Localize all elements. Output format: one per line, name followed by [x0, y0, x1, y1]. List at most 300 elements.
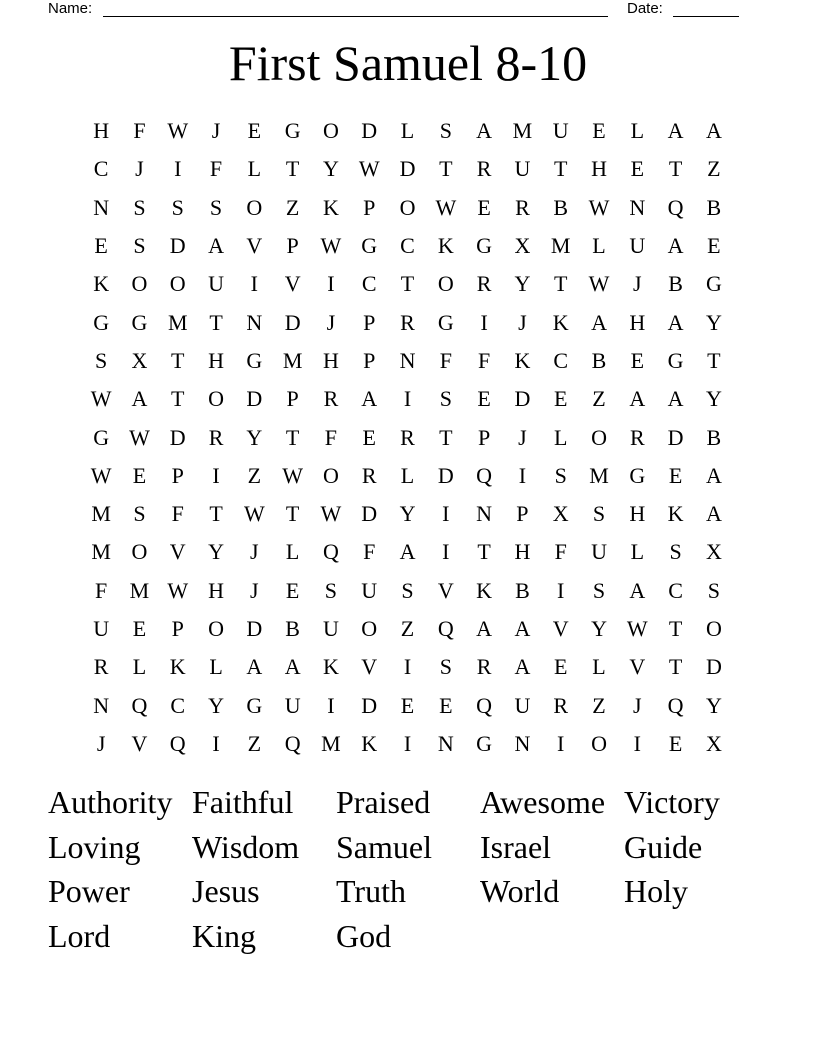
grid-letter: T [209, 309, 223, 335]
grid-letter: W [626, 616, 648, 641]
grid-letter: O [208, 616, 224, 641]
grid-letter: E [477, 194, 491, 220]
grid-letter: D [361, 118, 378, 144]
grid-letter: H [591, 156, 607, 182]
grid-letter: O [361, 616, 378, 641]
grid-letter: K [322, 194, 339, 220]
grid-letter: M [129, 577, 150, 603]
grid-letter: A [667, 233, 684, 259]
grid-letter: S [401, 577, 414, 603]
grid-letter: L [247, 156, 262, 182]
grid-letter: N [399, 347, 416, 373]
word-list-item: World [480, 873, 560, 910]
grid-letter: W [358, 156, 380, 182]
grid-letter: Y [705, 386, 722, 412]
grid-letter: W [282, 462, 304, 488]
grid-letter: F [439, 347, 452, 373]
grid-letter: Y [208, 539, 224, 565]
grid-letter: Z [592, 386, 606, 412]
grid-letter: S [133, 194, 146, 220]
grid-letter: M [321, 730, 341, 756]
grid-letter: Q [476, 692, 493, 718]
word-list-item: Awesome [480, 784, 606, 820]
word-list-item: King [192, 918, 256, 955]
grid-letter: B [591, 347, 607, 373]
word-list-item: Guide [624, 828, 703, 865]
grid-letter: W [435, 194, 457, 220]
word-list-item: Loving [48, 828, 141, 865]
grid-letter: K [169, 654, 186, 680]
grid-letter: R [553, 692, 569, 718]
grid-letter: X [705, 730, 722, 756]
grid-letter: U [514, 692, 531, 718]
grid-letter: K [361, 730, 378, 756]
grid-letter: T [668, 654, 683, 680]
grid-letter: D [361, 501, 378, 527]
grid-letter: C [400, 233, 415, 259]
grid-letter: A [705, 501, 722, 527]
grid-letter: S [439, 654, 452, 680]
word-list-item: Faithful [192, 784, 294, 820]
grid-letter: A [514, 616, 531, 641]
grid-letter: S [171, 194, 184, 220]
grid-letter: K [514, 347, 531, 373]
grid-letter: T [477, 539, 491, 565]
grid-letter: S [439, 386, 452, 412]
grid-letter: H [208, 347, 224, 373]
grid-letter: K [552, 309, 569, 335]
grid-letter: E [362, 424, 376, 450]
grid-letter: Y [208, 692, 224, 718]
grid-letter: V [552, 616, 569, 641]
grid-letter: W [90, 386, 112, 412]
grid-letter: I [212, 462, 220, 488]
grid-letter: G [437, 309, 454, 335]
grid-letter: R [629, 424, 645, 450]
grid-letter: W [90, 462, 112, 488]
grid-letter: O [169, 271, 186, 297]
grid-letter: O [591, 424, 607, 450]
grid-letter: D [169, 233, 186, 259]
grid-letter: A [667, 309, 684, 335]
grid-letter: K [437, 233, 454, 259]
grid-letter: U [514, 156, 531, 182]
grid-letter: W [588, 194, 610, 220]
grid-letter: Q [667, 692, 684, 718]
grid-letter: J [518, 309, 527, 335]
grid-letter: G [476, 233, 493, 259]
grid-letter: Z [592, 692, 606, 718]
grid-letter: W [167, 118, 189, 144]
grid-letter: D [284, 309, 301, 335]
grid-letter: M [91, 539, 111, 565]
grid-letter: A [514, 654, 531, 680]
grid-letter: T [209, 501, 223, 527]
grid-letter: L [400, 462, 415, 488]
grid-letter: L [630, 539, 645, 565]
grid-letter: W [588, 271, 610, 297]
grid-letter: N [246, 309, 263, 335]
grid-letter: J [633, 692, 642, 718]
grid-letter: F [363, 539, 376, 565]
grid-letter: U [591, 539, 607, 565]
grid-letter: D [514, 386, 531, 412]
grid-letter: R [400, 309, 415, 335]
grid-letter: C [361, 271, 377, 297]
date-label: Date: [627, 0, 663, 17]
grid-letter: N [476, 501, 493, 527]
grid-letter: N [514, 730, 531, 756]
grid-letter: W [320, 501, 342, 527]
grid-letter: T [553, 271, 568, 297]
grid-letter: R [476, 271, 492, 297]
grid-letter: K [476, 577, 493, 603]
grid-letter: M [512, 118, 533, 144]
grid-letter: W [167, 577, 189, 603]
page-title: First Samuel 8-10 [228, 35, 588, 91]
grid-letter: X [514, 233, 531, 259]
grid-letter: S [554, 462, 567, 488]
grid-letter: M [550, 233, 571, 259]
grid-letter: Y [399, 501, 416, 527]
grid-letter: P [516, 501, 529, 527]
grid-letter: T [439, 156, 453, 182]
grid-letter: T [285, 424, 300, 450]
grid-letter: A [284, 654, 301, 680]
grid-letter: Q [169, 730, 186, 756]
grid-letter: U [361, 577, 378, 603]
grid-letter: I [480, 309, 488, 335]
grid-letter: G [93, 309, 110, 335]
grid-letter: U [629, 233, 646, 259]
word-list-item: Wisdom [192, 828, 300, 865]
word-search-grid [82, 112, 733, 763]
grid-letter: T [285, 156, 300, 182]
grid-letter: H [514, 539, 531, 565]
grid-letter: F [554, 539, 567, 565]
grid-letter: F [477, 347, 491, 373]
word-list-item: Samuel [336, 828, 432, 865]
grid-letter: M [91, 501, 111, 527]
grid-letter: D [667, 424, 684, 450]
grid-letter: J [250, 577, 259, 603]
grid-letter: F [171, 501, 184, 527]
grid-letter: L [132, 654, 147, 680]
grid-letter: D [705, 654, 722, 680]
grid-letter: I [174, 156, 182, 182]
grid-letter: E [132, 616, 147, 641]
grid-letter: N [93, 194, 110, 220]
grid-letter: I [212, 730, 220, 756]
grid-letter: A [629, 577, 646, 603]
grid-letter: G [131, 309, 148, 335]
grid-letter: R [476, 654, 492, 680]
grid-letter: U [552, 118, 569, 144]
grid-letter: A [246, 654, 263, 680]
grid-letter: E [553, 386, 568, 412]
grid-letter: L [592, 233, 606, 259]
grid-letter: Y [514, 271, 531, 297]
word-list-item: God [336, 918, 392, 955]
grid-letter: T [171, 386, 185, 412]
grid-letter: I [403, 730, 412, 756]
grid-letter: G [705, 271, 722, 297]
word-list-item: Authority [48, 784, 173, 820]
grid-letter: R [208, 424, 224, 450]
grid-letter: I [327, 692, 335, 718]
grid-letter: Q [284, 730, 301, 756]
name-label: Name: [48, 0, 93, 17]
grid-letter: V [131, 730, 148, 756]
grid-letter: T [439, 424, 453, 450]
grid-letter: G [246, 692, 263, 718]
grid-letter: B [553, 194, 569, 220]
grid-letter: V [284, 271, 301, 297]
grid-letter: B [285, 616, 300, 641]
grid-letter: Y [246, 424, 263, 450]
grid-letter: J [211, 118, 221, 144]
grid-letter: B [706, 194, 722, 220]
grid-letter: I [250, 271, 258, 297]
grid-letter: S [133, 233, 146, 259]
grid-letter: T [707, 347, 721, 373]
grid-letter: C [668, 577, 683, 603]
grid-letter: Q [476, 462, 493, 488]
grid-letter: A [629, 386, 646, 412]
grid-letter: B [515, 577, 530, 603]
grid-letter: H [322, 347, 339, 373]
grid-letter: Y [705, 309, 722, 335]
grid-letter: W [243, 501, 265, 527]
grid-letter: U [208, 271, 224, 297]
grid-letter: G [667, 347, 684, 373]
grid-letter: A [131, 386, 148, 412]
grid-letter: I [557, 577, 565, 603]
grid-letter: E [553, 654, 568, 680]
grid-letter: D [246, 616, 263, 641]
grid-letter: Z [707, 156, 721, 182]
grid-letter: E [285, 577, 300, 603]
grid-letter: X [552, 501, 569, 527]
grid-letter: R [515, 194, 530, 220]
grid-letter: I [403, 386, 412, 412]
grid-letter: A [705, 462, 722, 488]
grid-letter: P [363, 194, 376, 220]
grid-letter: O [322, 118, 339, 144]
name-blank-line [103, 16, 608, 17]
grid-letter: U [322, 616, 339, 641]
grid-letter: P [363, 309, 376, 335]
grid-letter: G [361, 233, 378, 259]
grid-letter: I [327, 271, 335, 297]
grid-letter: E [439, 692, 453, 718]
grid-letter: J [326, 309, 336, 335]
grid-letter: B [668, 271, 683, 297]
grid-letter: I [557, 730, 565, 756]
grid-letter: T [668, 156, 683, 182]
grid-letter: R [400, 424, 415, 450]
word-list [48, 780, 768, 959]
grid-letter: D [246, 386, 263, 412]
grid-letter: R [361, 462, 377, 488]
grid-letter: O [208, 386, 224, 412]
word-list-item: Lord [48, 918, 111, 955]
grid-letter: R [323, 386, 339, 412]
grid-letter: K [322, 654, 339, 680]
grid-letter: I [518, 462, 527, 488]
grid-letter: A [591, 309, 607, 335]
word-list-item: Israel [480, 828, 552, 865]
grid-letter: V [169, 539, 186, 565]
grid-letter: D [169, 424, 186, 450]
worksheet-header [48, 0, 748, 20]
grid-letter: Z [285, 194, 300, 220]
grid-letter: V [361, 654, 378, 680]
grid-letter: E [132, 462, 147, 488]
grid-letter: A [399, 539, 416, 565]
grid-letter: C [93, 156, 109, 182]
grid-letter: D [399, 156, 416, 182]
grid-letter: E [592, 118, 606, 144]
grid-letter: I [442, 539, 450, 565]
grid-letter: J [96, 730, 106, 756]
grid-letter: O [399, 194, 416, 220]
grid-letter: V [629, 654, 646, 680]
grid-letter: E [630, 156, 645, 182]
grid-letter: P [171, 462, 184, 488]
grid-letter: D [361, 692, 378, 718]
grid-letter: E [247, 118, 262, 144]
grid-letter: H [629, 309, 646, 335]
grid-letter: W [129, 424, 150, 450]
grid-letter: A [476, 118, 493, 144]
grid-letter: O [705, 616, 722, 641]
grid-letter: A [476, 616, 493, 641]
grid-letter: S [209, 194, 223, 220]
grid-letter: J [633, 271, 642, 297]
grid-letter: R [93, 654, 109, 680]
grid-letter: Y [322, 156, 339, 182]
grid-letter: F [209, 156, 223, 182]
grid-letter: L [592, 654, 606, 680]
grid-letter: O [437, 271, 454, 297]
grid-letter: K [667, 501, 684, 527]
grid-letter: I [633, 730, 641, 756]
grid-letter: L [630, 118, 645, 144]
grid-letter: H [93, 118, 110, 144]
grid-letter: B [706, 424, 722, 450]
grid-letter: X [131, 347, 148, 373]
grid-letter: A [361, 386, 378, 412]
word-list-item: Truth [336, 873, 406, 910]
grid-letter: Q [667, 194, 684, 220]
grid-letter: S [95, 347, 108, 373]
grid-letter: G [284, 118, 301, 144]
grid-letter: T [668, 616, 683, 641]
grid-letter: E [668, 462, 683, 488]
grid-letter: O [322, 462, 339, 488]
grid-letter: J [250, 539, 259, 565]
grid-letter: J [518, 424, 527, 450]
grid-letter: L [553, 424, 568, 450]
grid-letter: R [476, 156, 492, 182]
grid-letter: G [93, 424, 110, 450]
grid-letter: T [400, 271, 415, 297]
grid-letter: O [131, 539, 148, 565]
grid-letter: Z [400, 616, 415, 641]
grid-letter: S [669, 539, 682, 565]
grid-letter: E [630, 347, 645, 373]
grid-letter: N [93, 692, 110, 718]
grid-letter: W [320, 233, 342, 259]
word-list-item: Power [48, 873, 130, 910]
grid-letter: J [135, 156, 144, 182]
grid-letter: P [363, 347, 376, 373]
grid-letter: I [403, 654, 412, 680]
word-list-item: Praised [336, 784, 431, 820]
grid-letter: A [667, 118, 684, 144]
grid-letter: A [667, 386, 684, 412]
grid-letter: T [553, 156, 568, 182]
grid-letter: M [589, 462, 609, 488]
word-list-item: Jesus [192, 873, 260, 910]
grid-letter: Y [705, 692, 722, 718]
grid-letter: P [286, 386, 299, 412]
grid-letter: U [93, 616, 110, 641]
grid-letter: U [284, 692, 301, 718]
grid-letter: F [95, 577, 108, 603]
grid-letter: E [94, 233, 108, 259]
word-list-item: Victory [624, 784, 720, 820]
grid-letter: S [707, 577, 721, 603]
grid-letter: G [476, 730, 493, 756]
date-blank-line [673, 16, 739, 17]
grid-letter: T [171, 347, 185, 373]
grid-letter: E [400, 692, 415, 718]
grid-letter: P [171, 616, 184, 641]
grid-letter: G [629, 462, 646, 488]
grid-letter: F [133, 118, 146, 144]
grid-letter: G [246, 347, 263, 373]
grid-letter: C [553, 347, 569, 373]
grid-letter: L [209, 654, 223, 680]
grid-letter: Z [247, 730, 262, 756]
grid-letter: T [285, 501, 300, 527]
grid-letter: C [170, 692, 186, 718]
grid-letter: V [246, 233, 263, 259]
word-list-item: Holy [624, 873, 688, 910]
grid-letter: M [282, 347, 303, 373]
grid-letter: A [705, 118, 722, 144]
grid-letter: L [400, 118, 415, 144]
grid-letter: K [93, 271, 110, 297]
grid-letter: M [167, 309, 188, 335]
grid-letter: Q [437, 616, 454, 641]
grid-letter: O [591, 730, 607, 756]
grid-letter: P [286, 233, 299, 259]
grid-letter: E [477, 386, 491, 412]
grid-letter: O [246, 194, 263, 220]
grid-letter: S [592, 577, 606, 603]
grid-letter: D [437, 462, 454, 488]
grid-letter: I [442, 501, 450, 527]
grid-letter: E [707, 233, 721, 259]
grid-letter: Y [591, 616, 607, 641]
grid-letter: A [208, 233, 224, 259]
grid-letter: Q [131, 692, 148, 718]
grid-letter: S [439, 118, 452, 144]
grid-letter: H [208, 577, 224, 603]
